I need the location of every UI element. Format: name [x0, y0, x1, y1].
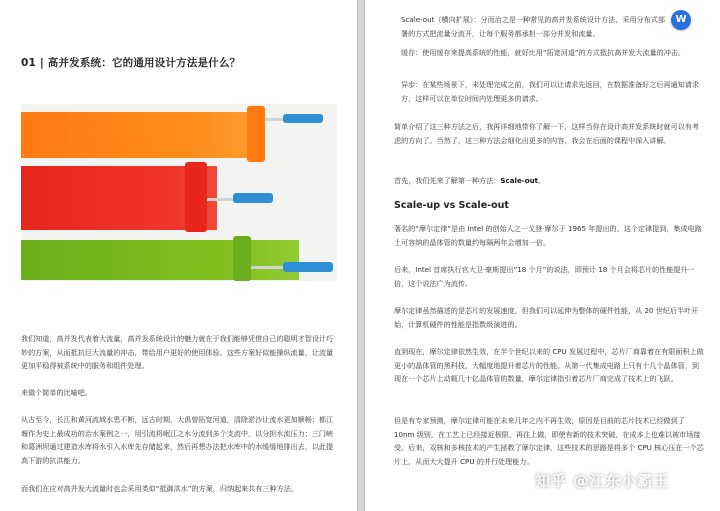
method-async-label: 异步： — [401, 80, 423, 89]
left-paragraph-1: 我们知道，高并发代表着大流量，高并发系统设计的魅力就在于我们能够凭借自己的聪明才智设计巧妙的方案，从而抵抗巨大流量的冲击，带给用户更好的使用体验。这些方案好似能操纵流量，让流量更加平稳得被系统中的服务和组件处理。 — [21, 334, 334, 371]
page-gutter — [357, 0, 365, 511]
method-cache — [401, 46, 706, 60]
method-scaleout-label: Scale-out（横向扩展）： — [401, 15, 481, 24]
chapter-heading: 01 | 高并发系统：它的通用设计方法是什么？ — [21, 57, 241, 69]
method-cache-text: 使用缓存来提高系统的性能，就好比用“拓宽河道”的方式抵抗高并发大流量的冲击。 — [422, 48, 686, 57]
method-async — [401, 78, 706, 105]
method-async-text: 在某些场景下，未处理完成之前，我们可以让请求先返回，在数据准备好之后再通知请求方，这样可以在单位时间内处理更多的请求。 — [401, 80, 699, 103]
right-paragraph-moore-2: 后来，Intel 首席执行官大卫·豪斯提出“18 个月”的说法，即预计 18 个月会将芯片的性能提升一倍，这个说法广为流传。 — [394, 265, 695, 288]
left-paragraph-4: 而我们在应对高并发大流量时也会采用类似“抵御洪水”的方案，归纳起来共有三种方法。 — [21, 484, 298, 493]
method-scaleout — [401, 13, 671, 40]
left-paragraph-3: 从古至今，长江和黄河流域水患不断，远古时期，大禹曾拓宽河道，清除淤沙让流水更加顺畅；都江堰作为史上最成功的治水案例之一，用引流将岷江之水分流到多个支流中，以分担水流压力；三门峡和葛洲坝通过建造水库将水引入水库先存储起来，然后再想办法把水库中的水缓缓地排出去，以此提高下游的抗洪能力。 — [21, 415, 334, 465]
right-paragraph-moore-1: 著名的“摩尔定律”是由 Intel 的创始人之一戈登·摩尔于 1965 年提出的。这个定律提到，集成电路上可容纳的晶体管的数量约每隔两年会增加一倍。 — [394, 224, 702, 247]
right-paragraph-first-method — [394, 174, 706, 188]
watermark: 知乎 @江东小霸王 — [535, 472, 670, 490]
paint-roller-illustration — [21, 104, 337, 281]
word-document-icon[interactable]: W — [671, 10, 691, 30]
left-paragraph-2: 来做个简单的比喻吧。 — [21, 388, 92, 397]
orange-paint-stripe — [21, 112, 259, 158]
method-scaleout-text: 分而治之是一种常见的高并发系统设计方法，采用分布式部署的方式把流量分流开，让每个服务都承担一部分并发和流量。 — [401, 15, 665, 38]
first-method-name: Scale-out — [500, 176, 539, 185]
green-roller-icon — [233, 236, 337, 281]
first-method-prefix: 首先，我们先来了解第一种方法： — [394, 176, 501, 185]
first-method-suffix: 。 — [538, 176, 546, 185]
red-roller-icon — [181, 162, 281, 232]
right-paragraph-moore-3: 摩尔定律虽然描述的是芯片的发展速度，但我们可以延伸为整体的硬件性能，从 20 世纪后半叶开始，计算机硬件的性能是指数级演进的。 — [394, 306, 699, 329]
section-heading: Scale-up vs Scale-out — [394, 200, 509, 211]
orange-roller-icon — [243, 106, 333, 162]
right-paragraph-moore-5: 但是有专家预测，摩尔定律可能在未来几年之内不再生效，原因是目前的芯片技术已经做到了 10nm 级别，在工艺上已经接近极限，再往上做，即使有新的技术突破，在成本上也难以被市场接受。后来，双核和多核技术的产生拯救了摩尔定律，这些技术的思路是将多个 CPU 核心压在一个芯片上，从而大大提升 CPU 的并行处理能力。 — [394, 416, 704, 466]
right-paragraph-moore-4: 直到现在，摩尔定律依然生效，在半个世纪以来的 CPU 发展过程中，芯片厂商靠着在有限面积上做更小的晶体管的黑科技，大幅度地提升着芯片的性能。从第一代集成电路上只有十几个晶体管，到现在一个芯片上动辄几十亿晶体管的数量，摩尔定律指引着芯片厂商完成了技术上的飞跃。 — [394, 347, 704, 384]
method-cache-label: 缓存： — [401, 48, 423, 57]
right-paragraph-intro: 简单介绍了这三种方法之后，我再详细地带你了解一下，这样当你在设计高并发系统时就可以有考虑的方向了。当然了，这三种方法会细化出更多的内容，我会在后面的课程中深入讲解。 — [394, 122, 700, 145]
